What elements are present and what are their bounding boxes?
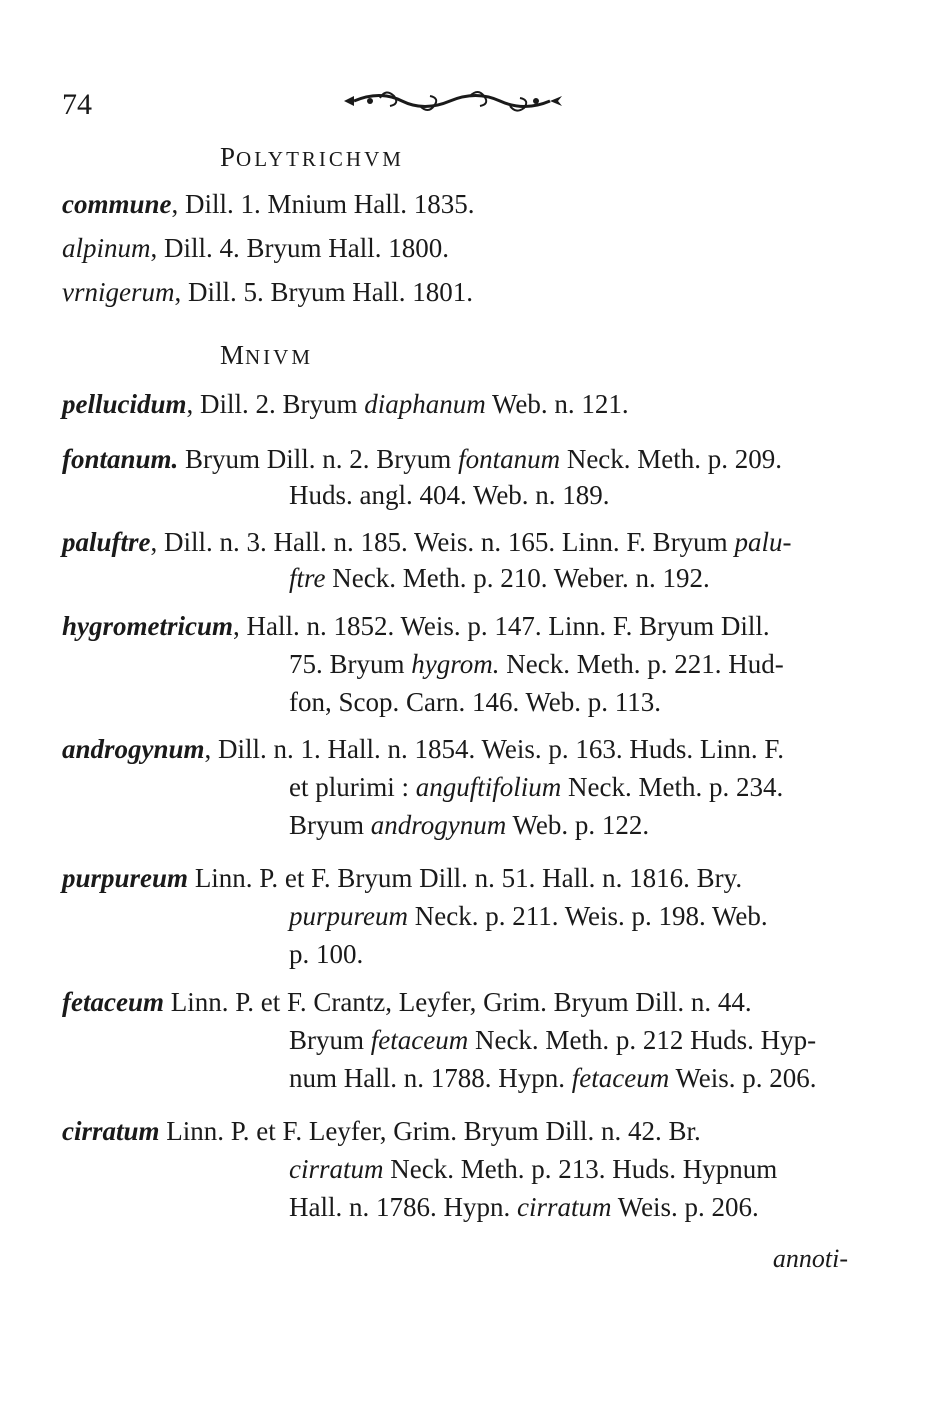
- entry-line: et plurimi : anguftifolium Neck. Meth. p. 234.: [289, 772, 784, 802]
- entry-line: androgynum, Dill. n. 1. Hall. n. 1854. Weis. p. 163. Huds. Linn. F.: [62, 734, 784, 764]
- species-name: paluftre: [62, 527, 151, 557]
- entry-line: alpinum, Dill. 4. Bryum Hall. 1800.: [62, 233, 450, 263]
- entry-line: num Hall. n. 1788. Hypn. fetaceum Weis. p. 206.: [289, 1063, 817, 1093]
- page-number: 74: [62, 88, 92, 121]
- species-name: cirratum: [62, 1116, 160, 1146]
- entry-line: 75. Bryum hygrom. Neck. Meth. p. 221. Hud-: [289, 649, 784, 679]
- entry-line: fontanum. Bryum Dill. n. 2. Bryum fontanum Neck. Meth. p. 209.: [62, 444, 783, 474]
- entry-line: ftre Neck. Meth. p. 210. Weber. n. 192.: [289, 563, 710, 593]
- entry-line: vrnigerum, Dill. 5. Bryum Hall. 1801.: [62, 277, 473, 307]
- entry-line: Bryum fetaceum Neck. Meth. p. 212 Huds. Hyp-: [289, 1025, 817, 1055]
- species-name: alpinum: [62, 233, 151, 263]
- entry-line: hygrometricum, Hall. n. 1852. Weis. p. 147. Linn. F. Bryum Dill.: [62, 611, 770, 641]
- species-name: pellucidum: [62, 389, 187, 419]
- entry-line: cirratum Neck. Meth. p. 213. Huds. Hypnum: [289, 1154, 778, 1184]
- entry-line: Huds. angl. 404. Web. n. 189.: [289, 480, 610, 510]
- species-name: hygrometricum: [62, 611, 234, 641]
- entry-line: pellucidum, Dill. 2. Bryum diaphanum Web. n. 121.: [62, 389, 629, 419]
- species-name: purpureum: [62, 863, 189, 893]
- catchword: annoti-: [772, 1244, 848, 1273]
- species-name: vrnigerum: [62, 277, 175, 307]
- entry-line: purpureum Neck. p. 211. Weis. p. 198. Web.: [289, 901, 768, 931]
- entry-line: p. 100.: [289, 939, 364, 969]
- section-heading-mnium: MNIVM: [220, 340, 314, 370]
- entry-line: paluftre, Dill. n. 3. Hall. n. 185. Weis. n. 165. Linn. F. Bryum palu-: [62, 527, 792, 557]
- entry-line: Hall. n. 1786. Hypn. cirratum Weis. p. 206.: [289, 1192, 759, 1222]
- section-heading-polytrichum: POLYTRICHVM: [220, 142, 404, 172]
- species-name: fontanum.: [62, 444, 179, 474]
- entry-line: purpureum Linn. P. et F. Bryum Dill. n. 51. Hall. n. 1816. Bry.: [62, 863, 743, 893]
- species-name: commune: [62, 189, 172, 219]
- entry-line: cirratum Linn. P. et F. Leyfer, Grim. Bryum Dill. n. 42. Br.: [62, 1116, 701, 1146]
- entry-line: fon, Scop. Carn. 146. Web. p. 113.: [289, 687, 662, 717]
- entry-line: fetaceum Linn. P. et F. Crantz, Leyfer, Grim. Bryum Dill. n. 44.: [62, 987, 752, 1017]
- entry-line: Bryum androgynum Web. p. 122.: [289, 810, 650, 840]
- ornament-icon: [340, 86, 568, 116]
- species-name: fetaceum: [62, 987, 164, 1017]
- species-name: androgynum: [62, 734, 205, 764]
- entry-line: commune, Dill. 1. Mnium Hall. 1835.: [62, 189, 475, 219]
